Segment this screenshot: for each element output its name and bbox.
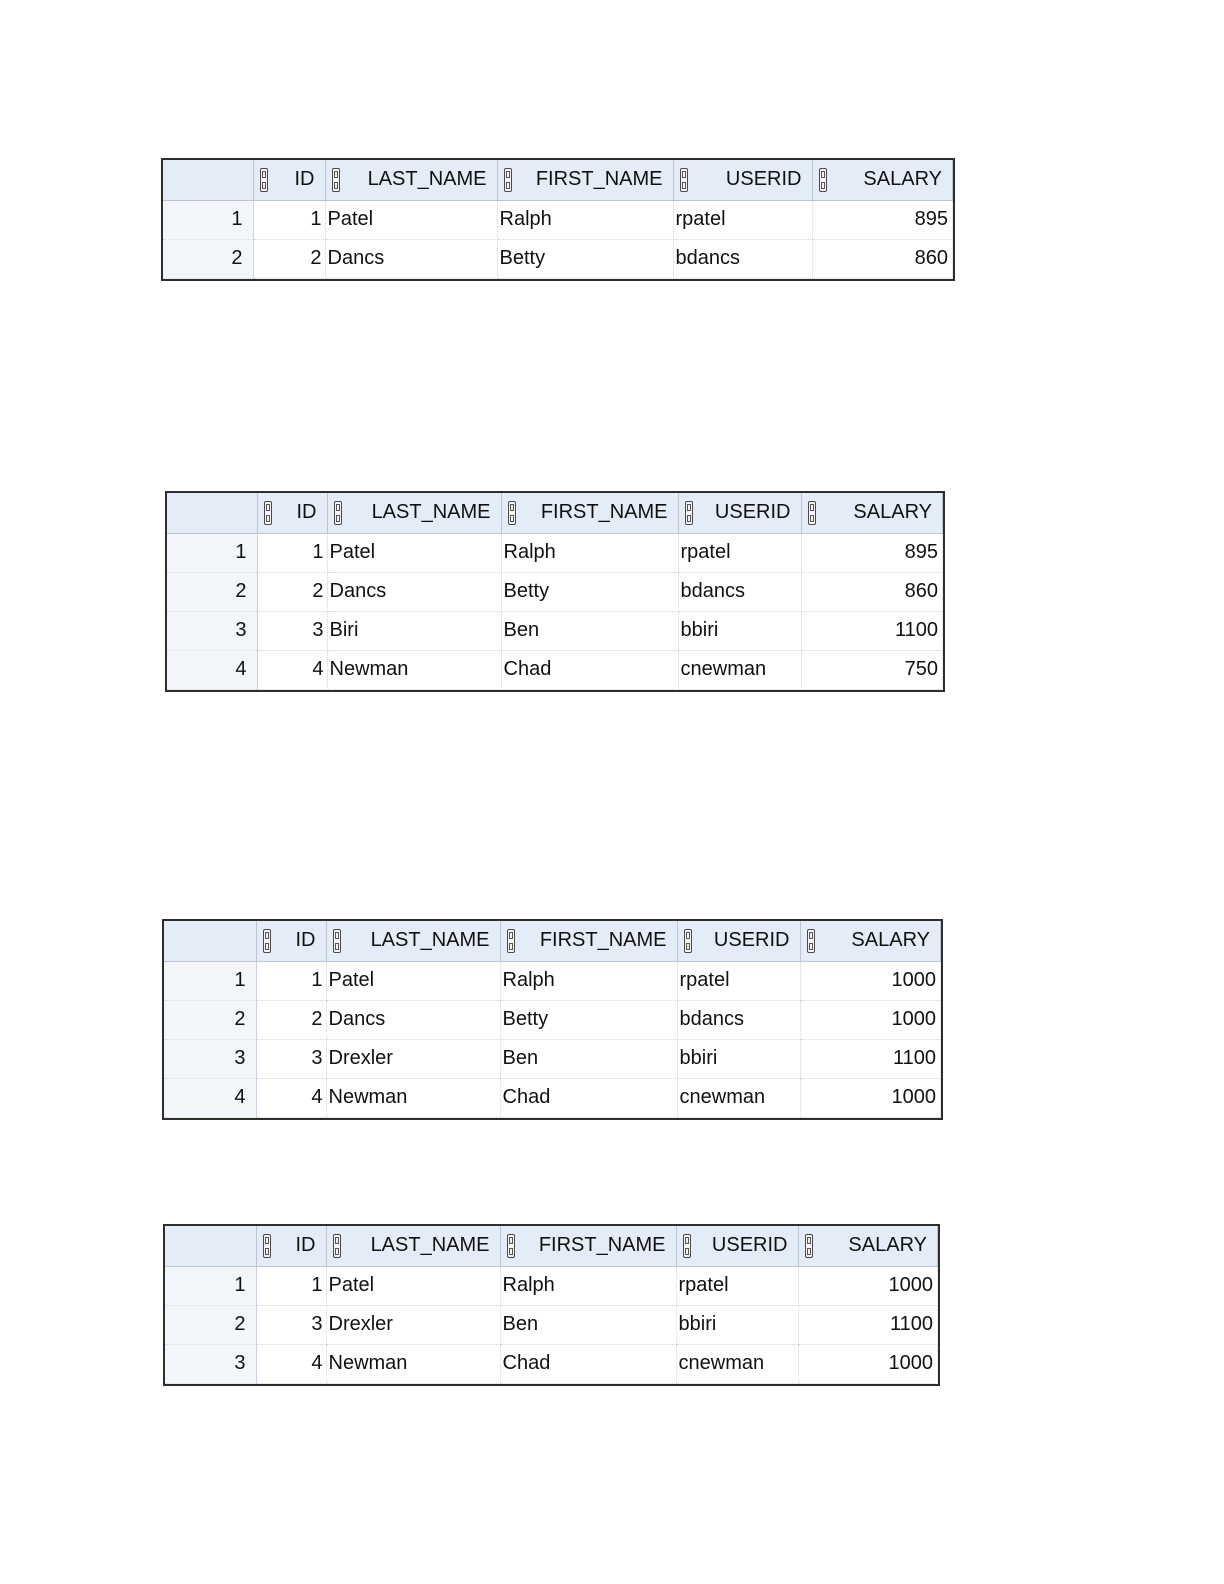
sort-icon[interactable] [507,1234,515,1258]
column-header-id[interactable]: ID [256,1226,326,1266]
row-number[interactable]: 3 [167,611,257,650]
table-row[interactable] [164,1000,941,1039]
row-number[interactable]: 1 [164,961,256,1000]
sort-icon[interactable] [333,929,341,953]
row-number[interactable]: 2 [163,239,253,278]
cell-id[interactable]: 4 [256,1344,326,1383]
sort-icon[interactable] [805,1234,813,1258]
cell-salary[interactable]: 895 [801,533,943,572]
results-grid-1 [161,158,955,281]
row-number[interactable]: 2 [167,572,257,611]
table-row[interactable] [167,572,943,611]
row-number-header [167,493,257,533]
sort-icon[interactable] [263,1234,271,1258]
sort-icon[interactable] [504,168,512,192]
cell-salary[interactable]: 1000 [800,1078,941,1117]
column-header-id[interactable]: ID [253,160,325,200]
cell-first-name[interactable]: Chad [500,1344,676,1383]
cell-userid[interactable]: bdancs [673,239,812,278]
cell-salary[interactable]: 860 [801,572,943,611]
column-header-id[interactable]: ID [256,921,326,961]
sort-icon[interactable] [684,929,692,953]
cell-last-name[interactable]: Dancs [327,572,501,611]
sort-icon[interactable] [508,501,516,525]
column-header-first-name[interactable]: FIRST_NAME [497,160,673,200]
column-header-salary[interactable]: SALARY [801,493,943,533]
cell-salary[interactable]: 1000 [798,1266,938,1305]
cell-first-name[interactable]: Ralph [500,1266,676,1305]
cell-userid[interactable]: rpatel [677,961,800,1000]
cell-salary[interactable]: 1000 [798,1344,938,1383]
results-grid-4 [163,1224,940,1386]
column-header-userid[interactable]: USERID [677,921,800,961]
cell-first-name[interactable]: Chad [501,650,678,689]
column-header-userid[interactable]: USERID [673,160,812,200]
cell-salary[interactable]: 1100 [801,611,943,650]
cell-userid[interactable]: bbiri [676,1305,798,1344]
column-header-salary[interactable]: SALARY [800,921,941,961]
results-grid-3 [162,919,943,1120]
cell-last-name[interactable]: Newman [327,650,501,689]
cell-userid[interactable]: bdancs [678,572,801,611]
header-row [167,493,943,533]
cell-first-name[interactable]: Betty [500,1000,677,1039]
table-row[interactable] [165,1344,938,1383]
header-row [165,1226,938,1266]
column-header-first-name[interactable]: FIRST_NAME [501,493,678,533]
cell-id[interactable]: 2 [257,572,327,611]
cell-first-name[interactable]: Ralph [497,200,673,239]
sort-icon[interactable] [334,501,342,525]
cell-salary[interactable]: 750 [801,650,943,689]
sort-icon[interactable] [507,929,515,953]
cell-userid[interactable]: cnewman [677,1078,800,1117]
sort-icon[interactable] [260,168,268,192]
table-row[interactable] [167,650,943,689]
cell-first-name[interactable]: Ralph [501,533,678,572]
row-number[interactable]: 4 [167,650,257,689]
cell-last-name[interactable]: Patel [326,961,500,1000]
cell-id[interactable]: 2 [253,239,325,278]
table-row[interactable] [167,533,943,572]
row-number[interactable]: 2 [165,1305,256,1344]
table-row[interactable] [163,239,953,278]
row-number[interactable]: 4 [164,1078,256,1117]
cell-last-name[interactable]: Dancs [325,239,497,278]
cell-id[interactable]: 1 [256,1266,326,1305]
table-row[interactable] [167,611,943,650]
cell-salary[interactable]: 860 [812,239,953,278]
sort-icon[interactable] [808,501,816,525]
cell-salary[interactable]: 895 [812,200,953,239]
cell-first-name[interactable]: Ralph [500,961,677,1000]
cell-last-name[interactable]: Dancs [326,1000,500,1039]
table-row[interactable] [165,1305,938,1344]
cell-userid[interactable]: bbiri [678,611,801,650]
column-header-last-name[interactable]: LAST_NAME [326,921,500,961]
row-number-header [164,921,256,961]
row-number[interactable]: 2 [164,1000,256,1039]
row-number-header [165,1226,256,1266]
cell-first-name[interactable]: Ben [501,611,678,650]
cell-last-name[interactable]: Patel [326,1266,500,1305]
cell-id[interactable]: 1 [257,533,327,572]
sort-icon[interactable] [333,1234,341,1258]
sort-icon[interactable] [683,1234,691,1258]
sort-icon[interactable] [263,929,271,953]
cell-salary[interactable]: 1000 [800,1000,941,1039]
cell-id[interactable]: 3 [256,1305,326,1344]
cell-userid[interactable]: bdancs [677,1000,800,1039]
cell-salary[interactable]: 1100 [800,1039,941,1078]
row-number[interactable]: 1 [167,533,257,572]
column-header-last-name[interactable]: LAST_NAME [327,493,501,533]
cell-last-name[interactable]: Biri [327,611,501,650]
table-row[interactable] [164,1078,941,1117]
cell-id[interactable]: 3 [256,1039,326,1078]
sort-icon[interactable] [680,168,688,192]
sort-icon[interactable] [685,501,693,525]
cell-userid[interactable]: rpatel [676,1266,798,1305]
cell-userid[interactable]: bbiri [677,1039,800,1078]
row-number[interactable]: 3 [164,1039,256,1078]
cell-userid[interactable]: cnewman [676,1344,798,1383]
cell-last-name[interactable]: Patel [327,533,501,572]
column-header-userid[interactable]: USERID [676,1226,798,1266]
table-row[interactable] [164,1039,941,1078]
sort-icon[interactable] [807,929,815,953]
column-header-first-name[interactable]: FIRST_NAME [500,1226,676,1266]
table-row[interactable] [164,961,941,1000]
row-number-header [163,160,253,200]
cell-last-name[interactable]: Newman [326,1078,500,1117]
cell-id[interactable]: 2 [256,1000,326,1039]
cell-userid[interactable]: rpatel [678,533,801,572]
cell-salary[interactable]: 1000 [800,961,941,1000]
sort-icon[interactable] [264,501,272,525]
cell-id[interactable]: 3 [257,611,327,650]
cell-last-name[interactable]: Drexler [326,1305,500,1344]
header-row [163,160,953,200]
cell-userid[interactable]: rpatel [673,200,812,239]
cell-salary[interactable]: 1100 [798,1305,938,1344]
sort-icon[interactable] [819,168,827,192]
cell-first-name[interactable]: Chad [500,1078,677,1117]
cell-first-name[interactable]: Ben [500,1039,677,1078]
sort-icon[interactable] [332,168,340,192]
row-number[interactable]: 1 [165,1266,256,1305]
cell-last-name[interactable]: Newman [326,1344,500,1383]
header-row [164,921,941,961]
cell-userid[interactable]: cnewman [678,650,801,689]
row-number[interactable]: 1 [163,200,253,239]
cell-id[interactable]: 4 [256,1078,326,1117]
cell-first-name[interactable]: Ben [500,1305,676,1344]
column-header-salary[interactable]: SALARY [798,1226,938,1266]
cell-last-name[interactable]: Drexler [326,1039,500,1078]
column-header-userid[interactable]: USERID [678,493,801,533]
cell-first-name[interactable]: Betty [501,572,678,611]
results-grid-2 [165,491,945,692]
cell-id[interactable]: 1 [256,961,326,1000]
column-header-last-name[interactable]: LAST_NAME [325,160,497,200]
table-row[interactable] [163,200,953,239]
column-header-last-name[interactable]: LAST_NAME [326,1226,500,1266]
column-header-first-name[interactable]: FIRST_NAME [500,921,677,961]
cell-last-name[interactable]: Patel [325,200,497,239]
column-header-salary[interactable]: SALARY [812,160,953,200]
cell-first-name[interactable]: Betty [497,239,673,278]
row-number[interactable]: 3 [165,1344,256,1383]
cell-id[interactable]: 4 [257,650,327,689]
cell-id[interactable]: 1 [253,200,325,239]
column-header-id[interactable]: ID [257,493,327,533]
table-row[interactable] [165,1266,938,1305]
